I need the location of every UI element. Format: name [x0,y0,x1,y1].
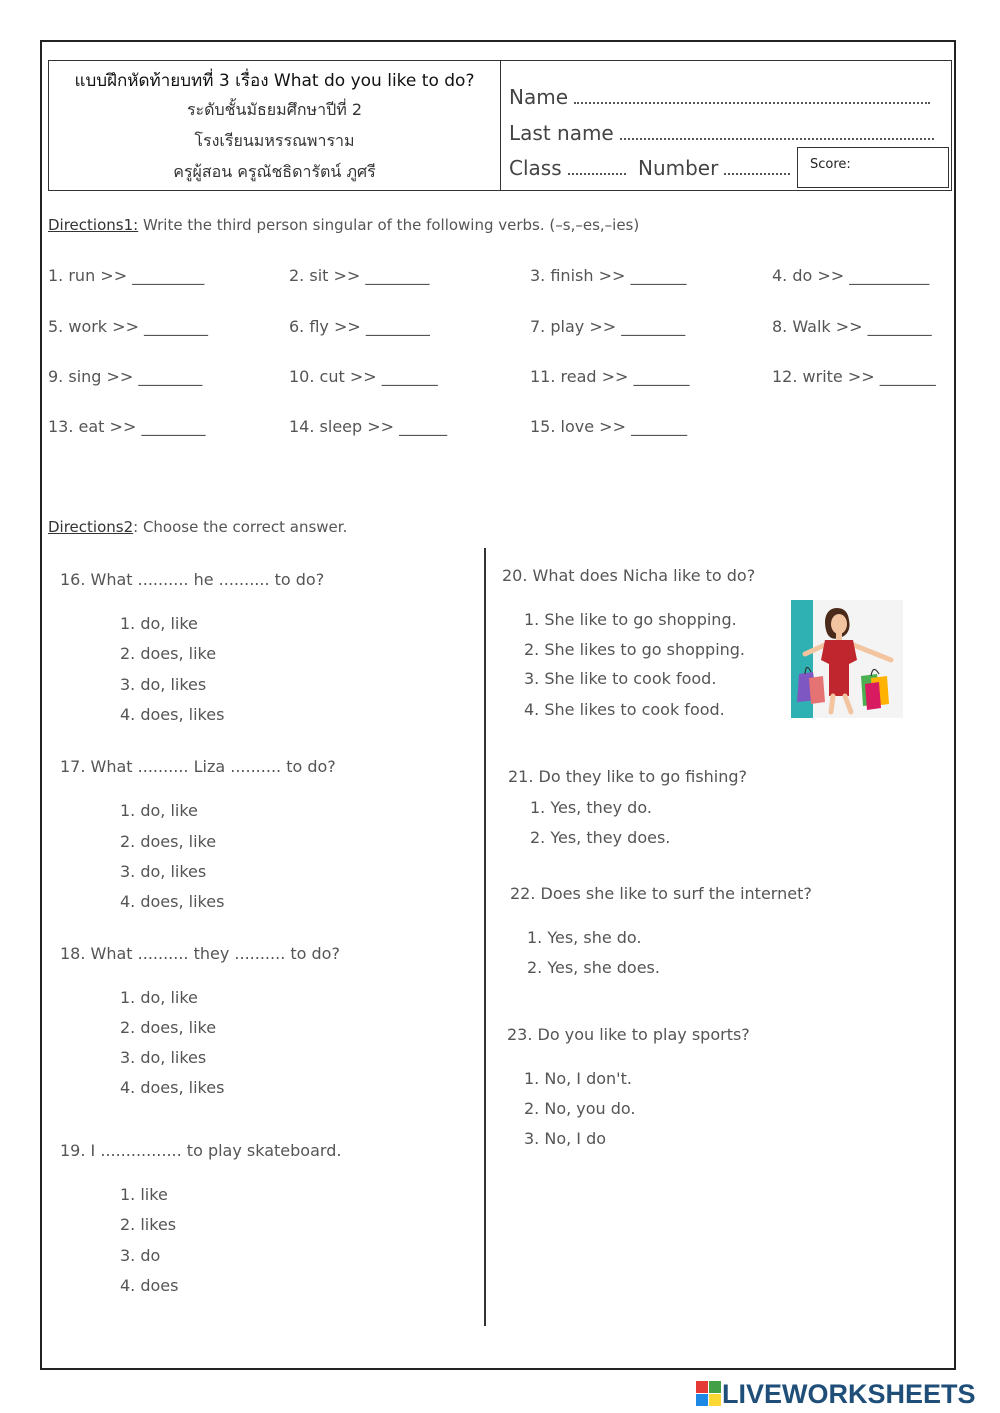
q21-option-2[interactable]: 2. Yes, they does. [530,828,671,847]
directions2-heading: Directions2 [48,518,134,536]
verb-item-11[interactable]: 11. read >> _______ [530,367,690,386]
question-22: 22. Does she like to surf the internet? [510,884,812,903]
worksheet-title: แบบฝึกหัดท้ายบทที่ 3 เรื่อง What do you like to do? [74,71,475,91]
verb-item-1[interactable]: 1. run >> _________ [48,266,205,285]
verb-item-12[interactable]: 12. write >> _______ [772,367,936,386]
name-label: Name [509,85,569,109]
verb-item-3[interactable]: 3. finish >> _______ [530,266,687,285]
q20-option-4[interactable]: 4. She likes to cook food. [524,700,725,719]
question-20: 20. What does Nicha like to do? [502,566,756,585]
grade-level: ระดับชั้นมัธยมศึกษาปีที่ 2 [186,100,363,119]
q18-option-2[interactable]: 2. does, like [120,1018,217,1037]
header-info [49,61,501,190]
column-divider [484,548,486,1326]
q16-option-1[interactable]: 1. do, like [120,614,198,633]
verb-item-4[interactable]: 4. do >> __________ [772,266,930,285]
q17-option-4[interactable]: 4. does, likes [120,892,225,911]
number-label: Number [637,156,719,180]
verb-item-10[interactable]: 10. cut >> _______ [289,367,438,386]
liveworksheets-brand [696,1379,976,1409]
question-18: 18. What .......... they .......... to do? [60,944,340,963]
question-21: 21. Do they like to go fishing? [508,767,748,786]
liveworksheets-wordmark: LIVEWORKSHEETS [722,1378,976,1409]
class-label: Class [509,156,562,180]
q18-option-4[interactable]: 4. does, likes [120,1078,225,1097]
lastname-blank[interactable] [620,134,934,140]
verb-item-15[interactable]: 15. love >> _______ [530,417,688,436]
q21-option-1[interactable]: 1. Yes, they do. [530,798,652,817]
class-field[interactable] [509,156,790,180]
q18-option-1[interactable]: 1. do, like [120,988,198,1007]
q16-option-2[interactable]: 2. does, like [120,644,217,663]
name-blank[interactable] [574,98,930,104]
class-blank[interactable] [568,169,626,175]
teacher-name: ครูผู้สอน ครูณัชธิดารัตน์ ภูศรี [173,162,376,181]
q20-option-1[interactable]: 1. She like to go shopping. [524,610,737,629]
directions1-text: Write the third person singular of the following verbs. (–s,–es,–ies) [138,216,640,234]
q22-option-1[interactable]: 1. Yes, she do. [527,928,642,947]
q19-option-1[interactable]: 1. like [120,1185,168,1204]
q16-option-3[interactable]: 3. do, likes [120,675,207,694]
q22-option-2[interactable]: 2. Yes, she does. [527,958,660,977]
verb-item-2[interactable]: 2. sit >> ________ [289,266,430,285]
liveworksheets-logo-icon [696,1381,722,1407]
number-blank[interactable] [724,169,790,175]
lastname-label: Last name [509,121,614,145]
worksheet-header [48,60,952,191]
question-23: 23. Do you like to play sports? [507,1025,750,1044]
q17-option-2[interactable]: 2. does, like [120,832,217,851]
q20-option-3[interactable]: 3. She like to cook food. [524,669,717,688]
q18-option-3[interactable]: 3. do, likes [120,1048,207,1067]
q23-option-3[interactable]: 3. No, I do [524,1129,607,1148]
directions1-heading: Directions1: [48,216,139,234]
q19-option-3[interactable]: 3. do [120,1246,161,1265]
q19-option-2[interactable]: 2. likes [120,1215,177,1234]
verb-item-13[interactable]: 13. eat >> ________ [48,417,206,436]
name-field[interactable] [509,85,930,109]
verb-item-6[interactable]: 6. fly >> ________ [289,317,430,336]
verb-item-5[interactable]: 5. work >> ________ [48,317,209,336]
verb-item-7[interactable]: 7. play >> ________ [530,317,686,336]
q16-option-4[interactable]: 4. does, likes [120,705,225,724]
verb-item-14[interactable]: 14. sleep >> ______ [289,417,448,436]
score-box [797,147,949,188]
score-label: Score: [810,157,851,172]
verb-item-9[interactable]: 9. sing >> ________ [48,367,203,386]
verb-item-8[interactable]: 8. Walk >> ________ [772,317,932,336]
question-16: 16. What .......... he .......... to do? [60,570,325,589]
q20-option-2[interactable]: 2. She likes to go shopping. [524,640,746,659]
directions2-text: : Choose the correct answer. [133,518,348,536]
lastname-field[interactable] [509,121,934,145]
q23-option-2[interactable]: 2. No, you do. [524,1099,636,1118]
q23-option-1[interactable]: 1. No, I don't. [524,1069,632,1088]
directions2 [48,518,347,536]
school-name: โรงเรียนมหรรณพาราม [194,131,355,150]
directions1 [48,216,639,234]
q19-option-4[interactable]: 4. does [120,1276,179,1295]
q17-option-1[interactable]: 1. do, like [120,801,198,820]
question-17: 17. What .......... Liza .......... to do? [60,757,336,776]
q17-option-3[interactable]: 3. do, likes [120,862,207,881]
question-19: 19. I ................ to play skateboard. [60,1141,342,1160]
shopping-woman-illustration [791,600,903,718]
